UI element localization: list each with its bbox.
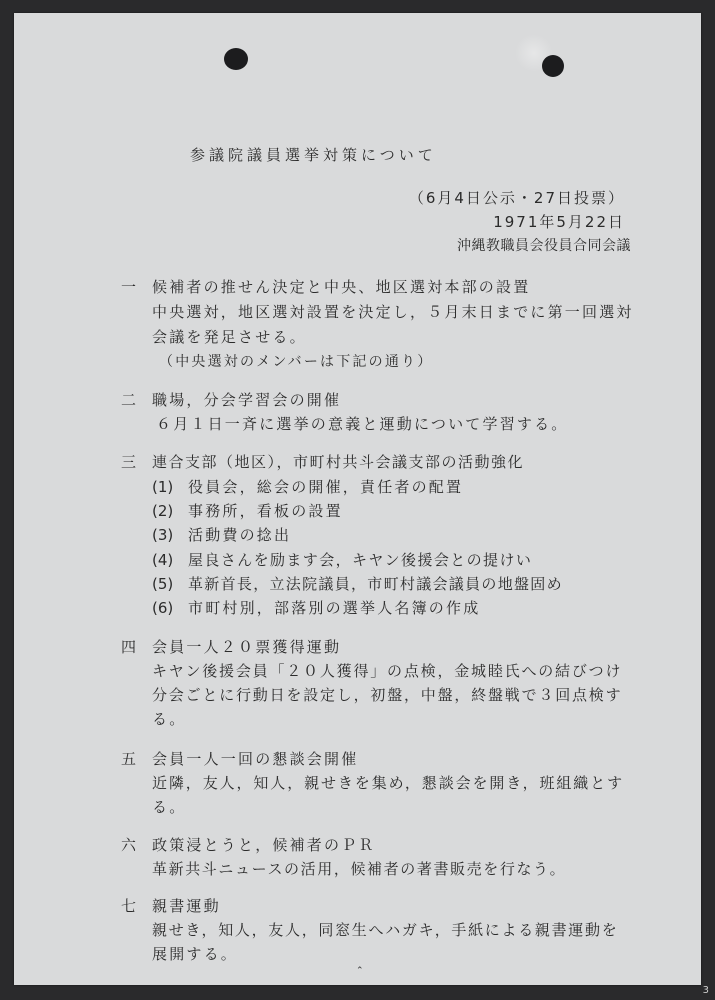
list-item-number: (2) [152, 502, 174, 520]
section-number: 六 [121, 836, 137, 854]
list-item-text: 革新首長，立法院議員，市町村議会議員の地盤固め [188, 575, 563, 593]
section-line: 分会ごとに行動日を設定し，初盤，中盤，終盤戦で３回点検す [152, 686, 623, 704]
section-number: 四 [121, 638, 137, 656]
section-number: 一 [121, 278, 137, 296]
document-title: 参議院議員選挙対策について [190, 146, 437, 164]
list-item-number: (3) [152, 526, 174, 544]
section-number: 五 [121, 750, 137, 768]
list-item-text: 事務所，看板の設置 [188, 502, 343, 520]
section-heading: 職場，分会学習会の開催 [152, 391, 342, 409]
list-item-text: 屋良さんを励ます会，キヤン後援会との提けい [188, 551, 533, 569]
list-item-text: 市町村別，部落別の選挙人名簿の作成 [188, 599, 481, 617]
punch-hole-left [224, 48, 248, 70]
section-heading: 会員一人一回の懇談会開催 [152, 750, 359, 768]
section-line: 親せき，知人，友人，同窓生へハガキ，手紙による親書運動を [152, 921, 619, 939]
list-item-number: (4) [152, 551, 174, 569]
list-item-text: 活動費の捻出 [188, 526, 292, 544]
list-item-number: (6) [152, 599, 174, 617]
section-heading: 政策浸とうと，候補者のＰＲ [152, 836, 376, 854]
section-number: 三 [121, 453, 137, 471]
section-line: 会議を発足させる。 [152, 328, 307, 346]
issuer: 沖縄教職員会役員合同会議 [457, 238, 631, 254]
section-heading: 連合支部（地区），市町村共斗会議支部の活動強化 [152, 453, 525, 471]
punch-hole-right [542, 55, 564, 77]
section-line: キヤン後援会員「２０人獲得」の点検，金城睦氏への結びつけ [152, 662, 623, 680]
document-date: 1971年5月22日 [493, 213, 625, 231]
section-line: る。 [152, 710, 187, 728]
list-item-text: 役員会，総会の開催，責任者の配置 [188, 478, 464, 496]
section-heading: 会員一人２０票獲得運動 [152, 638, 342, 656]
section-line: る。 [152, 798, 187, 816]
section-line: 革新共斗ニュースの活用，候補者の著書販売を行なう。 [152, 860, 567, 878]
list-item-number: (1) [152, 478, 174, 496]
section-number: 七 [121, 897, 137, 915]
section-heading: 候補者の推せん決定と中央、地区選対本部の設置 [152, 278, 531, 296]
document-page [14, 13, 701, 985]
page-number: 3 [702, 985, 709, 996]
section-line: 中央選対，地区選対設置を決定し，５月末日までに第一回選対 [152, 303, 634, 321]
section-note: （中央選対のメンバーは下記の通り） [159, 354, 434, 370]
list-item-number: (5) [152, 575, 174, 593]
section-line: 近隣，友人，知人，親せきを集め，懇談会を開き，班組織とす [152, 774, 625, 792]
ink-mark: ⌃ [356, 966, 364, 976]
section-number: 二 [121, 391, 137, 409]
section-line: 展開する。 [152, 945, 239, 963]
section-line: ６月１日一斉に選挙の意義と運動について学習する。 [156, 415, 569, 433]
election-dates: （6月4日公示・27日投票） [408, 189, 625, 207]
section-heading: 親書運動 [152, 897, 221, 915]
